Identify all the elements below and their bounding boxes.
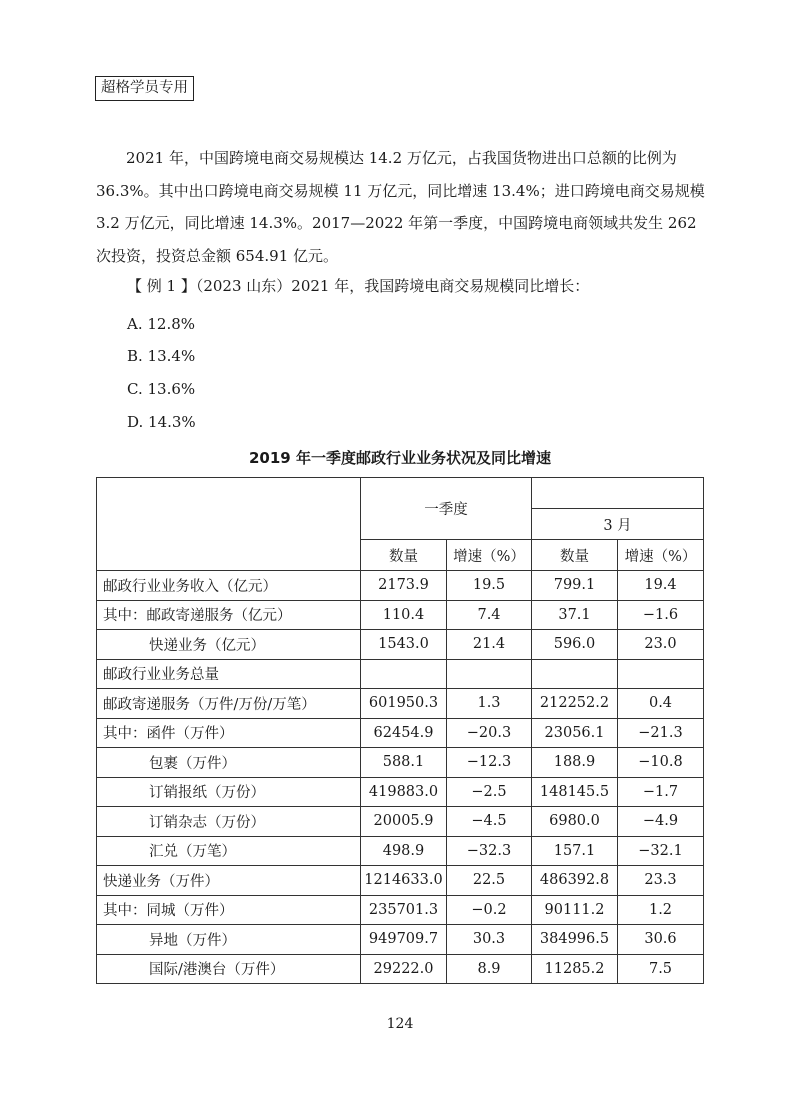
row-label: 国际/港澳台（万件） <box>97 954 361 984</box>
table-row <box>97 925 704 955</box>
m3-count-cell: 486392.8 <box>532 866 618 896</box>
m3-growth-cell: 1.2 <box>618 895 704 925</box>
header-q1-growth: 增速（%） <box>447 540 532 571</box>
option-b: B. 13.4% <box>127 347 196 365</box>
q1-count-cell: 1543.0 <box>361 630 447 660</box>
m3-count-cell: 90111.2 <box>532 895 618 925</box>
table-title: 2019 年一季度邮政行业业务状况及同比增速 <box>249 449 551 467</box>
m3-count-cell: 188.9 <box>532 748 618 778</box>
header-row-1 <box>97 478 704 509</box>
q1-count-cell: 498.9 <box>361 836 447 866</box>
intro-paragraph <box>96 142 716 272</box>
page-number: 124 <box>386 1016 414 1032</box>
m3-growth-cell: −32.1 <box>618 836 704 866</box>
q1-growth-cell: 8.9 <box>447 954 532 984</box>
m3-count-cell: 212252.2 <box>532 689 618 719</box>
question-label: 【 例 1 】（2023 山东）2021 年，我国跨境电商交易规模同比增长： <box>127 277 590 295</box>
table-row <box>97 954 704 984</box>
row-label: 快递业务（万件） <box>97 866 361 896</box>
q1-count-cell: 110.4 <box>361 600 447 630</box>
m3-growth-cell: 19.4 <box>618 571 704 601</box>
m3-growth-cell: 23.3 <box>618 866 704 896</box>
m3-count-cell: 596.0 <box>532 630 618 660</box>
q1-count-cell: 2173.9 <box>361 571 447 601</box>
row-label: 订销杂志（万份） <box>97 807 361 837</box>
q1-growth-cell: 22.5 <box>447 866 532 896</box>
row-label: 汇兑（万笔） <box>97 836 361 866</box>
table-row <box>97 630 704 660</box>
m3-growth-cell: 23.0 <box>618 630 704 660</box>
q1-count-cell <box>361 659 447 689</box>
q1-count-cell: 601950.3 <box>361 689 447 719</box>
q1-growth-cell: 21.4 <box>447 630 532 660</box>
table-row <box>97 895 704 925</box>
q1-count-cell: 235701.3 <box>361 895 447 925</box>
table-row <box>97 718 704 748</box>
row-label: 包裹（万件） <box>97 748 361 778</box>
header-m3-growth: 增速（%） <box>618 540 704 571</box>
m3-growth-cell <box>618 659 704 689</box>
row-label: 其中：同城（万件） <box>97 895 361 925</box>
table-row <box>97 659 704 689</box>
q1-growth-cell: −2.5 <box>447 777 532 807</box>
header-q1: 一季度 <box>361 478 532 540</box>
option-d: D. 14.3% <box>127 413 196 431</box>
q1-growth-cell: −12.3 <box>447 748 532 778</box>
header-march: 3 月 <box>532 509 704 540</box>
m3-count-cell: 799.1 <box>532 571 618 601</box>
m3-growth-cell: 7.5 <box>618 954 704 984</box>
m3-count-cell: 11285.2 <box>532 954 618 984</box>
postal-stats-table <box>96 477 704 984</box>
option-a: A. 12.8% <box>127 315 196 333</box>
row-label: 邮政行业业务收入（亿元） <box>97 571 361 601</box>
table-row <box>97 836 704 866</box>
m3-count-cell: 23056.1 <box>532 718 618 748</box>
table-row <box>97 866 704 896</box>
q1-growth-cell: 7.4 <box>447 600 532 630</box>
q1-count-cell: 20005.9 <box>361 807 447 837</box>
q1-count-cell: 949709.7 <box>361 925 447 955</box>
q1-count-cell: 1214633.0 <box>361 866 447 896</box>
m3-count-cell: 6980.0 <box>532 807 618 837</box>
row-label: 异地（万件） <box>97 925 361 955</box>
m3-growth-cell: −4.9 <box>618 807 704 837</box>
header-blank <box>532 478 704 509</box>
m3-growth-cell: −10.8 <box>618 748 704 778</box>
q1-count-cell: 29222.0 <box>361 954 447 984</box>
q1-growth-cell: −0.2 <box>447 895 532 925</box>
q1-count-cell: 419883.0 <box>361 777 447 807</box>
q1-count-cell: 62454.9 <box>361 718 447 748</box>
q1-growth-cell <box>447 659 532 689</box>
option-c: C. 13.6% <box>127 380 196 398</box>
table-row <box>97 571 704 601</box>
q1-count-cell: 588.1 <box>361 748 447 778</box>
header-m3-count: 数量 <box>532 540 618 571</box>
m3-count-cell: 37.1 <box>532 600 618 630</box>
row-label: 订销报纸（万份） <box>97 777 361 807</box>
watermark-stamp: 超格学员专用 <box>95 76 194 101</box>
q1-growth-cell: −32.3 <box>447 836 532 866</box>
row-label: 邮政行业业务总量 <box>97 659 361 689</box>
q1-growth-cell: 30.3 <box>447 925 532 955</box>
table-row <box>97 689 704 719</box>
m3-count-cell <box>532 659 618 689</box>
m3-count-cell: 148145.5 <box>532 777 618 807</box>
row-label: 其中：邮政寄递服务（亿元） <box>97 600 361 630</box>
m3-count-cell: 157.1 <box>532 836 618 866</box>
q1-growth-cell: −20.3 <box>447 718 532 748</box>
m3-count-cell: 384996.5 <box>532 925 618 955</box>
table-row <box>97 777 704 807</box>
m3-growth-cell: −21.3 <box>618 718 704 748</box>
intro-paragraph-text: 2021 年，中国跨境电商交易规模达 14.2 万亿元，占我国货物进出口总额的比例为 36.3%。其中出口跨境电商交易规模 11 万亿元，同比增速 13.4%；进口跨境电商交易规模 3.2 万亿元，同比增速 14.3%。2017—2022 年第一季度，中国跨境电商领域共发生 262 次投资，投资总金额 654.91 亿元。 <box>96 149 705 265</box>
m3-growth-cell: 30.6 <box>618 925 704 955</box>
m3-growth-cell: −1.6 <box>618 600 704 630</box>
m3-growth-cell: −1.7 <box>618 777 704 807</box>
table-row <box>97 807 704 837</box>
row-label: 邮政寄递服务（万件/万份/万笔） <box>97 689 361 719</box>
row-label: 快递业务（亿元） <box>97 630 361 660</box>
q1-growth-cell: 19.5 <box>447 571 532 601</box>
q1-growth-cell: 1.3 <box>447 689 532 719</box>
m3-growth-cell: 0.4 <box>618 689 704 719</box>
table-row <box>97 600 704 630</box>
q1-growth-cell: −4.5 <box>447 807 532 837</box>
table-row <box>97 748 704 778</box>
row-label: 其中：函件（万件） <box>97 718 361 748</box>
header-q1-count: 数量 <box>361 540 447 571</box>
table-body <box>97 571 704 984</box>
header-corner-cell <box>97 478 361 571</box>
